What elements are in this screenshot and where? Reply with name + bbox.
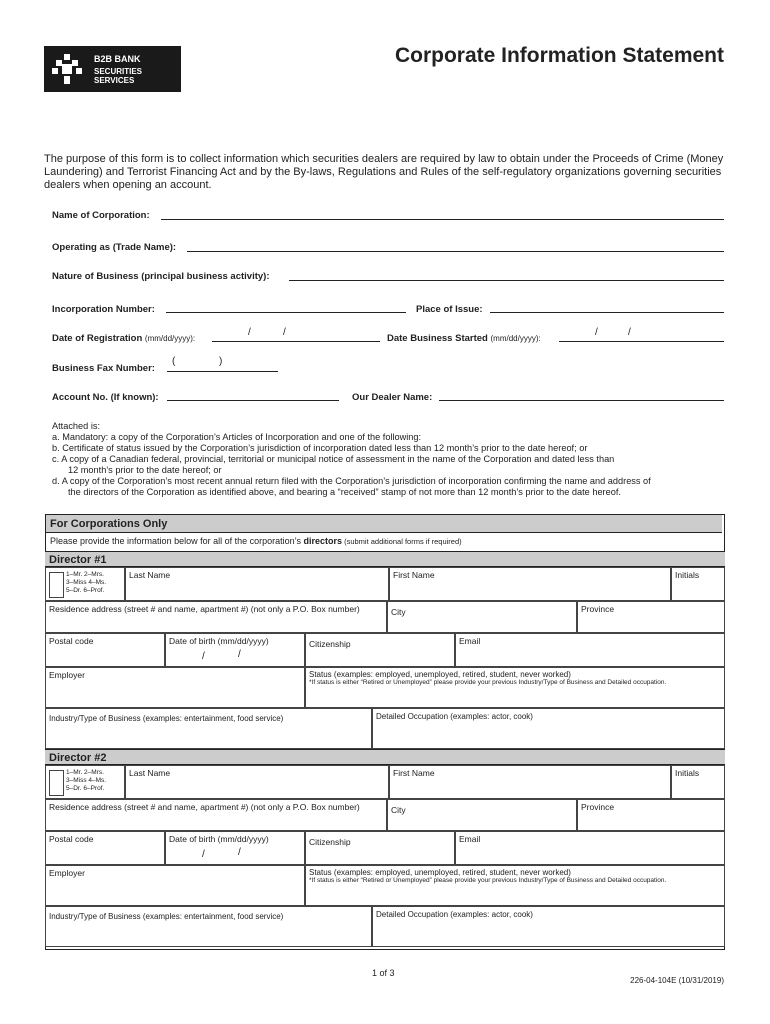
email-label: Email <box>459 834 481 844</box>
citizenship-label: Citizenship <box>309 837 351 847</box>
postal-code-label: Postal code <box>49 636 94 646</box>
fax-area-close: ) <box>219 356 223 367</box>
date-slash: / <box>248 327 251 338</box>
employer-field[interactable] <box>45 865 305 906</box>
industry-field[interactable] <box>45 906 372 947</box>
logo-text-securities: SECURITIES SERVICES <box>94 67 143 85</box>
title-options-line: 1–Mr. 2–Mrs. <box>66 571 104 578</box>
city-field[interactable] <box>387 601 577 633</box>
city-field[interactable] <box>387 799 577 831</box>
title-options-line: 3–Miss 4–Ms. <box>66 579 107 586</box>
attachment-item-d-cont: the directors of the Corporation as identified above, and bearing a “received” stamp of not more than 12 month’s prior to the date hereof. <box>68 487 621 497</box>
title-checkbox[interactable] <box>49 572 64 598</box>
initials-label: Initials <box>675 768 700 778</box>
email-field[interactable] <box>455 633 725 667</box>
title-options <box>66 571 106 595</box>
name-of-corporation-label: Name of Corporation: <box>52 210 150 221</box>
name-of-corporation-field[interactable] <box>161 219 724 220</box>
title-options-line: 1–Mr. 2–Mrs. <box>66 769 104 776</box>
date-business-started-text: Date Business Started <box>387 333 488 344</box>
citizenship-field[interactable] <box>305 633 455 667</box>
attachment-item-b: b. Certificate of status issued by the Corporation’s jurisdiction of incorporation dated less than 12 month’s prior to the date hereof; or <box>52 443 588 453</box>
operating-as-label: Operating as (Trade Name): <box>52 242 177 253</box>
directors-instruction <box>50 536 462 546</box>
nature-of-business-field[interactable] <box>289 280 724 281</box>
date-of-birth-field[interactable] <box>165 831 305 865</box>
attachment-item-c: c. A copy of a Canadian federal, provincial, territorial or municipal notice of assessment in the name of the Corporation and dated less than <box>52 454 615 464</box>
detailed-occupation-label: Detailed Occupation (examples: actor, cook) <box>376 712 533 721</box>
attachments-heading: Attached is: <box>52 421 101 431</box>
title-select[interactable] <box>45 765 125 799</box>
first-name-label: First Name <box>393 570 435 580</box>
title-checkbox[interactable] <box>49 770 64 796</box>
dob-slash: / <box>202 651 205 662</box>
status-label: Status (examples: employed, unemployed, retired, student, never worked) <box>309 868 571 877</box>
director-heading: Director #2 <box>45 749 725 765</box>
industry-label: Industry/Type of Business (examples: entertainment, food service) <box>49 912 284 921</box>
status-note: *If status is either “Retired or Unemployed” please provide your previous Industry/Type of Business and Detailed occupation. <box>309 679 667 686</box>
place-of-issue-field[interactable] <box>490 312 724 313</box>
incorporation-number-field[interactable] <box>166 312 406 313</box>
title-options-line: 5–Dr. 6–Prof. <box>66 785 105 792</box>
date-of-birth-field[interactable] <box>165 633 305 667</box>
status-label: Status (examples: employed, unemployed, retired, student, never worked) <box>309 670 571 679</box>
fax-area-open: ( <box>172 356 176 367</box>
business-fax-label: Business Fax Number: <box>52 363 155 374</box>
dealer-name-label: Our Dealer Name: <box>352 392 433 403</box>
email-field[interactable] <box>455 831 725 865</box>
industry-label: Industry/Type of Business (examples: entertainment, food service) <box>49 714 284 723</box>
date-business-started-field[interactable] <box>559 341 724 342</box>
employer-label: Employer <box>49 670 85 680</box>
first-name-field[interactable] <box>389 567 671 601</box>
title-select[interactable] <box>45 567 125 601</box>
postal-code-field[interactable] <box>45 633 165 667</box>
first-name-field[interactable] <box>389 765 671 799</box>
email-label: Email <box>459 636 481 646</box>
account-no-field[interactable] <box>167 400 339 401</box>
province-field[interactable] <box>577 601 725 633</box>
logo-text-bank: B2B BANK <box>94 54 141 64</box>
director-heading: Director #1 <box>45 551 725 567</box>
business-fax-field[interactable] <box>167 371 278 372</box>
last-name-label: Last Name <box>129 768 171 778</box>
intro-paragraph: The purpose of this form is to collect information which securities dealers are required by law to obtain under the Proceeds of Crime (Money Laundering) and Terrorist Financing Act and by the By-laws, Regulations and Rules of the self-regulatory organizations governing securities dealers when opening an account. <box>44 153 724 191</box>
detailed-occupation-field[interactable] <box>372 708 725 749</box>
corporations-heading: For Corporations Only <box>46 515 722 533</box>
director-2-block <box>45 749 725 947</box>
residence-address-field[interactable] <box>45 799 387 831</box>
form-code: 226-04-104E (10/31/2019) <box>630 976 724 985</box>
initials-label: Initials <box>675 570 700 580</box>
dob-slash: / <box>238 847 241 858</box>
title-options-line: 3–Miss 4–Ms. <box>66 777 107 784</box>
date-of-registration-field[interactable] <box>212 341 380 342</box>
residence-address-label: Residence address (street # and name, apartment #) (not only a P.O. Box number) <box>49 802 360 812</box>
first-name-label: First Name <box>393 768 435 778</box>
date-business-started-label <box>387 333 541 344</box>
province-label: Province <box>581 604 615 614</box>
status-note: *If status is either “Retired or Unemployed” please provide your previous Industry/Type of Business and Detailed occupation. <box>309 877 667 884</box>
residence-address-field[interactable] <box>45 601 387 633</box>
province-label: Province <box>581 802 615 812</box>
employer-label: Employer <box>49 868 85 878</box>
date-format-hint: (mm/dd/yyyy): <box>490 334 541 343</box>
last-name-label: Last Name <box>129 570 171 580</box>
attachment-item-a: a. Mandatory: a copy of the Corporation’s Articles of Incorporation and one of the following: <box>52 432 422 442</box>
attachments-list <box>52 421 722 498</box>
operating-as-field[interactable] <box>187 251 724 252</box>
residence-address-label: Residence address (street # and name, apartment #) (not only a P.O. Box number) <box>49 604 360 614</box>
title-options <box>66 769 106 793</box>
attachment-item-d: d. A copy of the Corporation’s most recent annual return filed with the Corporation’s jurisdiction of incorporation confirming the name and address of <box>52 476 651 486</box>
place-of-issue-label: Place of Issue: <box>416 304 483 315</box>
page-title: Corporate Information Statement <box>394 44 724 67</box>
date-slash: / <box>283 327 286 338</box>
director-1-block <box>45 551 725 749</box>
last-name-field[interactable] <box>125 567 389 601</box>
b2b-logo <box>44 46 181 92</box>
nature-of-business-label: Nature of Business (principal business activity): <box>52 271 270 282</box>
status-field[interactable] <box>305 865 725 906</box>
date-of-registration-text: Date of Registration <box>52 333 143 344</box>
initials-field[interactable] <box>671 567 725 601</box>
dealer-name-field[interactable] <box>439 400 724 401</box>
date-of-registration-label <box>52 333 195 344</box>
status-field[interactable] <box>305 667 725 708</box>
citizenship-label: Citizenship <box>309 639 351 649</box>
industry-field[interactable] <box>45 708 372 749</box>
initials-field[interactable] <box>671 765 725 799</box>
date-slash: / <box>628 327 631 338</box>
date-format-hint: (mm/dd/yyyy): <box>144 334 196 343</box>
date-of-birth-label: Date of birth (mm/dd/yyyy) <box>169 834 269 844</box>
city-label: City <box>391 805 406 815</box>
postal-code-label: Postal code <box>49 834 94 844</box>
citizenship-field[interactable] <box>305 831 455 865</box>
postal-code-field[interactable] <box>45 831 165 865</box>
date-slash: / <box>595 327 598 338</box>
b2b-logo-mark-icon <box>50 52 84 86</box>
page-number: 1 of 3 <box>372 968 395 978</box>
detailed-occupation-field[interactable] <box>372 906 725 947</box>
title-options-line: 5–Dr. 6–Prof. <box>66 587 105 594</box>
instruction-note: (submit additional forms if required) <box>342 537 462 546</box>
employer-field[interactable] <box>45 667 305 708</box>
attachment-item-c-cont: 12 month’s prior to the date hereof; or <box>68 465 222 475</box>
last-name-field[interactable] <box>125 765 389 799</box>
instruction-text: Please provide the information below for all of the corporation’s <box>50 536 304 546</box>
city-label: City <box>391 607 406 617</box>
detailed-occupation-label: Detailed Occupation (examples: actor, cook) <box>376 910 533 919</box>
date-of-birth-label: Date of birth (mm/dd/yyyy) <box>169 636 269 646</box>
province-field[interactable] <box>577 799 725 831</box>
instruction-bold: directors <box>303 536 342 546</box>
dob-slash: / <box>238 649 241 660</box>
dob-slash: / <box>202 849 205 860</box>
account-no-label: Account No. (If known): <box>52 392 159 403</box>
incorporation-number-label: Incorporation Number: <box>52 304 155 315</box>
